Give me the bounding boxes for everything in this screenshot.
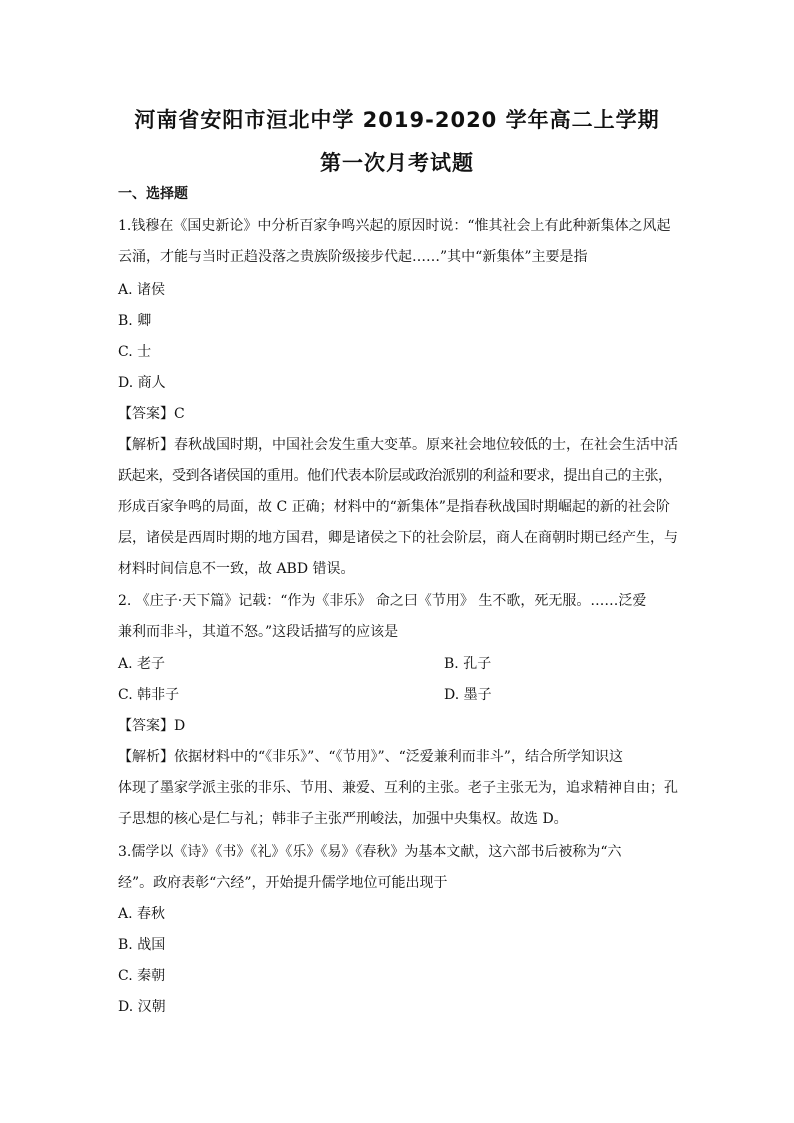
question-1-analysis-line-4: 层，诸侯是西周时期的地方国君，卿是诸侯之下的社会阶层，商人在商朝时期已经产生，与 <box>118 530 678 546</box>
question-3-stem-line-1: 3.儒学以《诗》《书》《礼》《乐》《易》《春秋》为基本文献，这六部书后被称为“六 <box>118 844 622 860</box>
question-2-option-d: D. 墨子 <box>444 687 492 703</box>
question-1-stem-line-1: 1.钱穆在《国史新论》中分析百家争鸣兴起的原因时说：“惟其社会上有此种新集体之风起 <box>118 218 671 234</box>
question-1-stem-line-2: 云涌，才能与当时正趋没落之贵族阶级接步代起……”其中“新集体”主要是指 <box>118 249 588 265</box>
question-3-option-d: D. 汉朝 <box>118 999 166 1015</box>
question-1-option-c: C. 士 <box>118 344 152 360</box>
question-2-analysis-line-1: 【解析】依据材料中的“《非乐》”、“《节用》”、“泛爱兼利而非斗”，结合所学知识这 <box>118 749 623 765</box>
question-1-option-a: A. 诸侯 <box>118 282 166 298</box>
question-2-option-b: B. 孔子 <box>444 656 492 672</box>
question-3-option-a: A. 春秋 <box>118 906 166 922</box>
question-3-stem-line-2: 经”。政府表彰“六经”，开始提升儒学地位可能出现于 <box>118 875 448 891</box>
question-1-analysis-line-2: 跃起来，受到各诸侯国的重用。他们代表本阶层或政治派别的利益和要求，提出自己的主张， <box>118 468 672 484</box>
document-title-line-1: 河南省安阳市洹北中学 2019-2020 学年高二上学期 <box>134 108 660 132</box>
question-2-option-a: A. 老子 <box>118 656 166 672</box>
question-1-answer: 【答案】C <box>118 406 185 422</box>
question-2-stem-line-2: 兼利而非斗，其道不怒。”这段话描写的应该是 <box>118 624 399 640</box>
question-2-analysis-line-2: 体现了墨家学派主张的非乐、节用、兼爱、互利的主张。老子主张无为，追求精神自由；孔 <box>118 780 678 796</box>
question-3-option-b: B. 战国 <box>118 937 166 953</box>
document-title-line-2: 第一次月考试题 <box>320 151 474 175</box>
question-1-analysis-line-5: 材料时间信息不一致，故 ABD 错误。 <box>118 561 355 577</box>
question-1-option-d: D. 商人 <box>118 375 166 391</box>
question-3-option-c: C. 秦朝 <box>118 968 166 984</box>
question-2-analysis-line-3: 子思想的核心是仁与礼；韩非子主张严刑峻法，加强中央集权。故选 D。 <box>118 811 568 827</box>
question-1-analysis-line-3: 形成百家争鸣的局面，故 C 正确；材料中的“新集体”是指春秋战国时期崛起的新的社会阶 <box>118 499 670 515</box>
question-2-answer: 【答案】D <box>118 718 186 734</box>
section-heading: 一、选择题 <box>118 186 188 202</box>
question-1-analysis-line-1: 【解析】春秋战国时期，中国社会发生重大变革。原来社会地位较低的士，在社会生活中活 <box>118 437 678 453</box>
question-2-stem-line-1: 2. 《庄子·天下篇》记载：“作为《非乐》 命之曰《节用》 生不歌，死无服。……泛爱 <box>118 593 647 609</box>
question-1-option-b: B. 卿 <box>118 313 152 329</box>
question-2-option-c: C. 韩非子 <box>118 687 180 703</box>
